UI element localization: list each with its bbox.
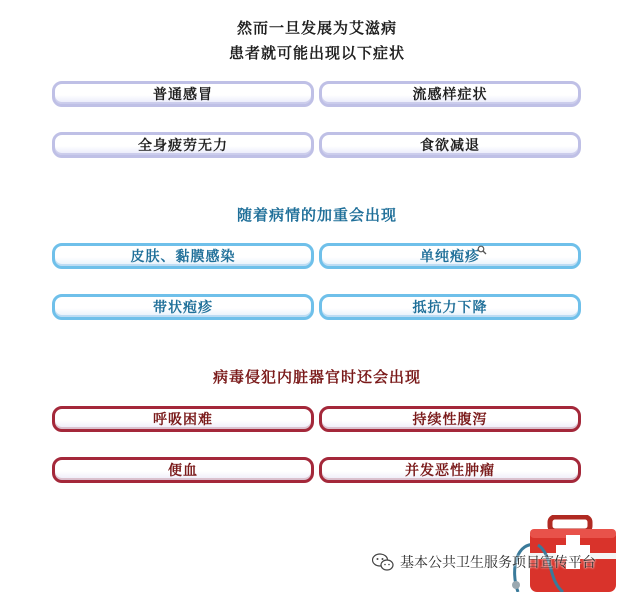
symptom-dyspnea[interactable]: 呼吸困难	[52, 406, 314, 432]
symptom-fatigue[interactable]: 全身疲劳无力	[52, 132, 314, 158]
wechat-icon	[372, 553, 394, 571]
symptom-flu-like[interactable]: 流感样症状	[319, 81, 581, 107]
section2-title: 随着病情的加重会出现	[236, 206, 397, 224]
search-icon	[477, 245, 487, 255]
symptom-common-cold[interactable]: 普通感冒	[52, 81, 314, 107]
symptom-bloody-stool[interactable]: 便血	[52, 457, 314, 483]
section3-title: 病毒侵犯内脏器官时还会出现	[212, 368, 421, 386]
symptom-skin-mucosa-infection[interactable]: 皮肤、黏膜感染	[52, 243, 314, 269]
symptom-malignant-tumor[interactable]: 并发恶性肿瘤	[319, 457, 581, 483]
section1-title-line2: 患者就可能出现以下症状	[228, 44, 405, 62]
symptom-herpes-zoster[interactable]: 带状疱疹	[52, 294, 314, 320]
watermark-text: 基本公共卫生服务项目宣传平台	[400, 555, 596, 571]
symptom-chronic-diarrhea[interactable]: 持续性腹泻	[319, 406, 581, 432]
section1-title-line1: 然而一旦发展为艾滋病	[236, 19, 397, 37]
watermark	[372, 552, 596, 572]
symptom-herpes-simplex[interactable]: 单纯疱疹	[319, 243, 581, 269]
symptom-appetite-loss[interactable]: 食欲减退	[319, 132, 581, 158]
symptom-low-immunity[interactable]: 抵抗力下降	[319, 294, 581, 320]
